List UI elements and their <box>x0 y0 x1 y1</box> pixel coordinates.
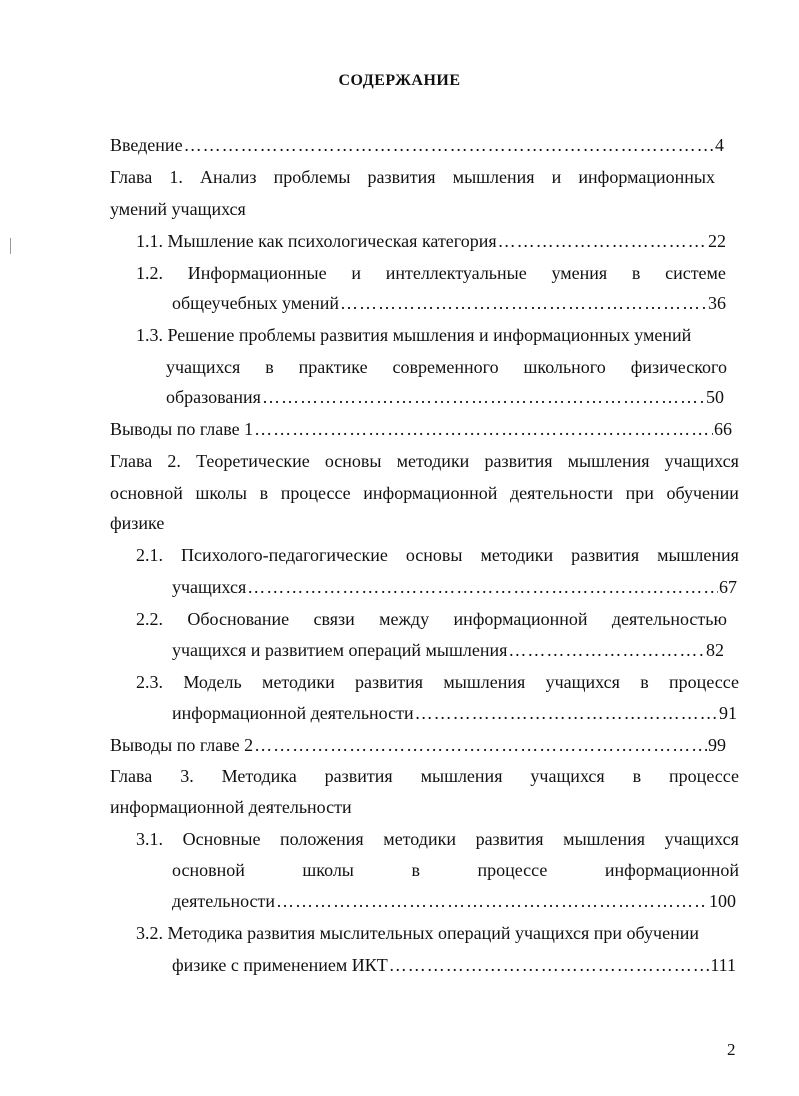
word: развития <box>484 451 553 471</box>
word: мышления <box>657 545 739 565</box>
word: мышления <box>452 167 535 187</box>
word: основной <box>110 483 183 503</box>
word: Модель <box>183 672 242 692</box>
toc-page: 36 <box>708 293 726 313</box>
word: связи <box>313 609 355 629</box>
chapter-1-heading[interactable] <box>110 164 715 190</box>
toc-page: 67 <box>719 577 737 597</box>
word: физического <box>630 357 727 377</box>
word: методики <box>480 545 554 565</box>
toc-entry-1-3-line1[interactable]: 1.3. Решение проблемы развития мышления и информационных умений <box>136 325 692 345</box>
toc-page: 91 <box>719 703 737 723</box>
word: и <box>551 167 562 187</box>
dot-leader <box>262 384 705 410</box>
dot-leader <box>276 888 708 914</box>
toc-entry-1-2-line1[interactable] <box>136 260 726 286</box>
toc-label: Введение <box>110 135 183 155</box>
word: процессе <box>669 766 739 786</box>
chapter-1-heading-cont: умений учащихся <box>110 199 246 219</box>
word: деятельности <box>509 483 614 503</box>
word: Теоретические <box>196 451 310 471</box>
word: в <box>632 766 642 786</box>
word: развития <box>367 167 436 187</box>
page-title: СОДЕРЖАНИЕ <box>338 72 461 89</box>
dot-leader <box>247 574 718 600</box>
word: между <box>379 609 430 629</box>
toc-entry-3-2[interactable] <box>172 952 736 978</box>
word: Глава <box>110 766 153 786</box>
word: Основные <box>182 829 261 849</box>
dot-leader <box>389 952 710 978</box>
toc-page: 99 <box>708 735 726 755</box>
dot-leader <box>254 732 707 758</box>
dot-leader <box>254 416 713 442</box>
toc-label: образования <box>166 387 261 407</box>
chapter-2-heading-cont: физике <box>110 513 165 533</box>
toc-entry-conclusions-2[interactable] <box>110 732 726 758</box>
dot-leader <box>415 700 718 726</box>
toc-entry-intro[interactable] <box>110 132 724 158</box>
toc-page: 66 <box>714 419 732 439</box>
toc-label: общеучебных умений <box>172 293 340 313</box>
word: развития <box>355 672 424 692</box>
word: умения <box>551 263 608 283</box>
word: развития <box>324 766 393 786</box>
word: Анализ <box>200 167 257 187</box>
toc-page: 82 <box>706 640 724 660</box>
word: 1.2. <box>136 263 163 283</box>
word: развития <box>475 829 544 849</box>
word: процессе <box>669 672 739 692</box>
word: информационной <box>363 483 498 503</box>
chapter-2-heading-line2[interactable] <box>110 480 739 506</box>
scan-mark <box>10 238 11 254</box>
toc-entry-3-1-line1[interactable] <box>136 826 739 852</box>
word: при <box>625 483 654 503</box>
word: Глава <box>110 451 153 471</box>
word: в <box>411 860 420 880</box>
toc-entry-3-1-line2[interactable] <box>172 857 739 883</box>
word: учащихся <box>664 829 739 849</box>
toc-label: учащихся <box>172 577 247 597</box>
word: методики <box>262 672 335 692</box>
word: основы <box>324 451 382 471</box>
word: в <box>265 357 274 377</box>
toc-entry-2-2[interactable] <box>172 637 724 663</box>
word: 3. <box>180 766 194 786</box>
toc-entry-2-1[interactable] <box>172 574 737 600</box>
chapter-2-heading[interactable] <box>110 448 739 474</box>
word: положения <box>280 829 364 849</box>
toc-label: физике с применением ИКТ <box>172 955 388 975</box>
toc-label: Выводы по главе 2 <box>110 735 254 755</box>
word: информационных <box>578 167 715 187</box>
toc-page: 4 <box>715 135 724 155</box>
word: основы <box>405 545 463 565</box>
word: мышления <box>563 829 646 849</box>
toc-label: деятельности <box>172 891 276 911</box>
toc-label: информационной деятельности <box>172 703 414 723</box>
chapter-3-heading[interactable] <box>110 763 739 789</box>
word: Информационные <box>187 263 327 283</box>
toc-entry-2-3-line1[interactable] <box>136 669 739 695</box>
word: мышления <box>443 672 526 692</box>
word: обучении <box>666 483 739 503</box>
toc-entry-1-3[interactable] <box>166 384 724 410</box>
word: 2.3. <box>136 672 163 692</box>
toc-page: 111 <box>710 955 736 975</box>
toc-entry-1-2[interactable] <box>172 290 726 316</box>
toc-page: 50 <box>706 387 724 407</box>
word: методики <box>383 829 456 849</box>
word: современного <box>392 357 499 377</box>
word: процессе <box>280 483 351 503</box>
word: Методика <box>221 766 297 786</box>
word: Обоснование <box>187 609 290 629</box>
word: мышления <box>420 766 503 786</box>
word: учащихся <box>545 672 620 692</box>
word: процессе <box>477 860 548 880</box>
toc-page: 22 <box>708 231 726 251</box>
toc-entry-2-3[interactable] <box>172 700 737 726</box>
word: основной <box>172 860 245 880</box>
word: учащихся <box>664 451 739 471</box>
word: школы <box>195 483 247 503</box>
toc-entry-conclusions-1[interactable] <box>110 416 732 442</box>
word: системе <box>665 263 726 283</box>
word: учащихся <box>530 766 605 786</box>
word: 2.1. <box>136 545 163 565</box>
toc-page: 100 <box>709 891 736 911</box>
dot-leader <box>184 132 714 158</box>
page-number: 2 <box>727 1040 736 1059</box>
word: методики <box>396 451 470 471</box>
toc-label: Выводы по главе 1 <box>110 419 254 439</box>
word: 3.1. <box>136 829 163 849</box>
word: школы <box>302 860 354 880</box>
word: развития <box>571 545 640 565</box>
word: школьного <box>523 357 606 377</box>
word: и <box>351 263 361 283</box>
word: в <box>640 672 649 692</box>
word: проблемы <box>273 167 351 187</box>
word: 2.2. <box>136 609 163 629</box>
toc-label: учащихся и развитием операций мышления <box>172 640 508 660</box>
word: 2. <box>167 451 181 471</box>
toc-label: 1.1. Мышление как психологическая категория <box>136 231 497 251</box>
word: учащихся <box>166 357 241 377</box>
word: Психолого-педагогические <box>180 545 388 565</box>
word: деятельностью <box>611 609 727 629</box>
word: в <box>631 263 641 283</box>
word: практике <box>298 357 368 377</box>
toc-entry-2-1-line1[interactable] <box>136 542 739 568</box>
word: информационной <box>604 860 739 880</box>
toc-entry-1-1[interactable] <box>136 228 726 254</box>
word: 1. <box>169 167 183 187</box>
word: в <box>259 483 269 503</box>
word: Глава <box>110 167 153 187</box>
toc-entry-1-3-line2[interactable] <box>166 354 727 380</box>
word: интеллектуальные <box>385 263 527 283</box>
dot-leader <box>498 228 707 254</box>
dot-leader <box>340 290 707 316</box>
toc-entry-3-1[interactable] <box>172 888 736 914</box>
word: мышления <box>567 451 650 471</box>
word: информационной <box>453 609 588 629</box>
dot-leader <box>508 637 705 663</box>
chapter-3-heading-cont: информационной деятельности <box>110 797 352 817</box>
toc-entry-2-2-line1[interactable] <box>136 606 727 632</box>
toc-entry-3-2-line1[interactable]: 3.2. Методика развития мыслительных операций учащихся при обучении <box>136 923 699 943</box>
